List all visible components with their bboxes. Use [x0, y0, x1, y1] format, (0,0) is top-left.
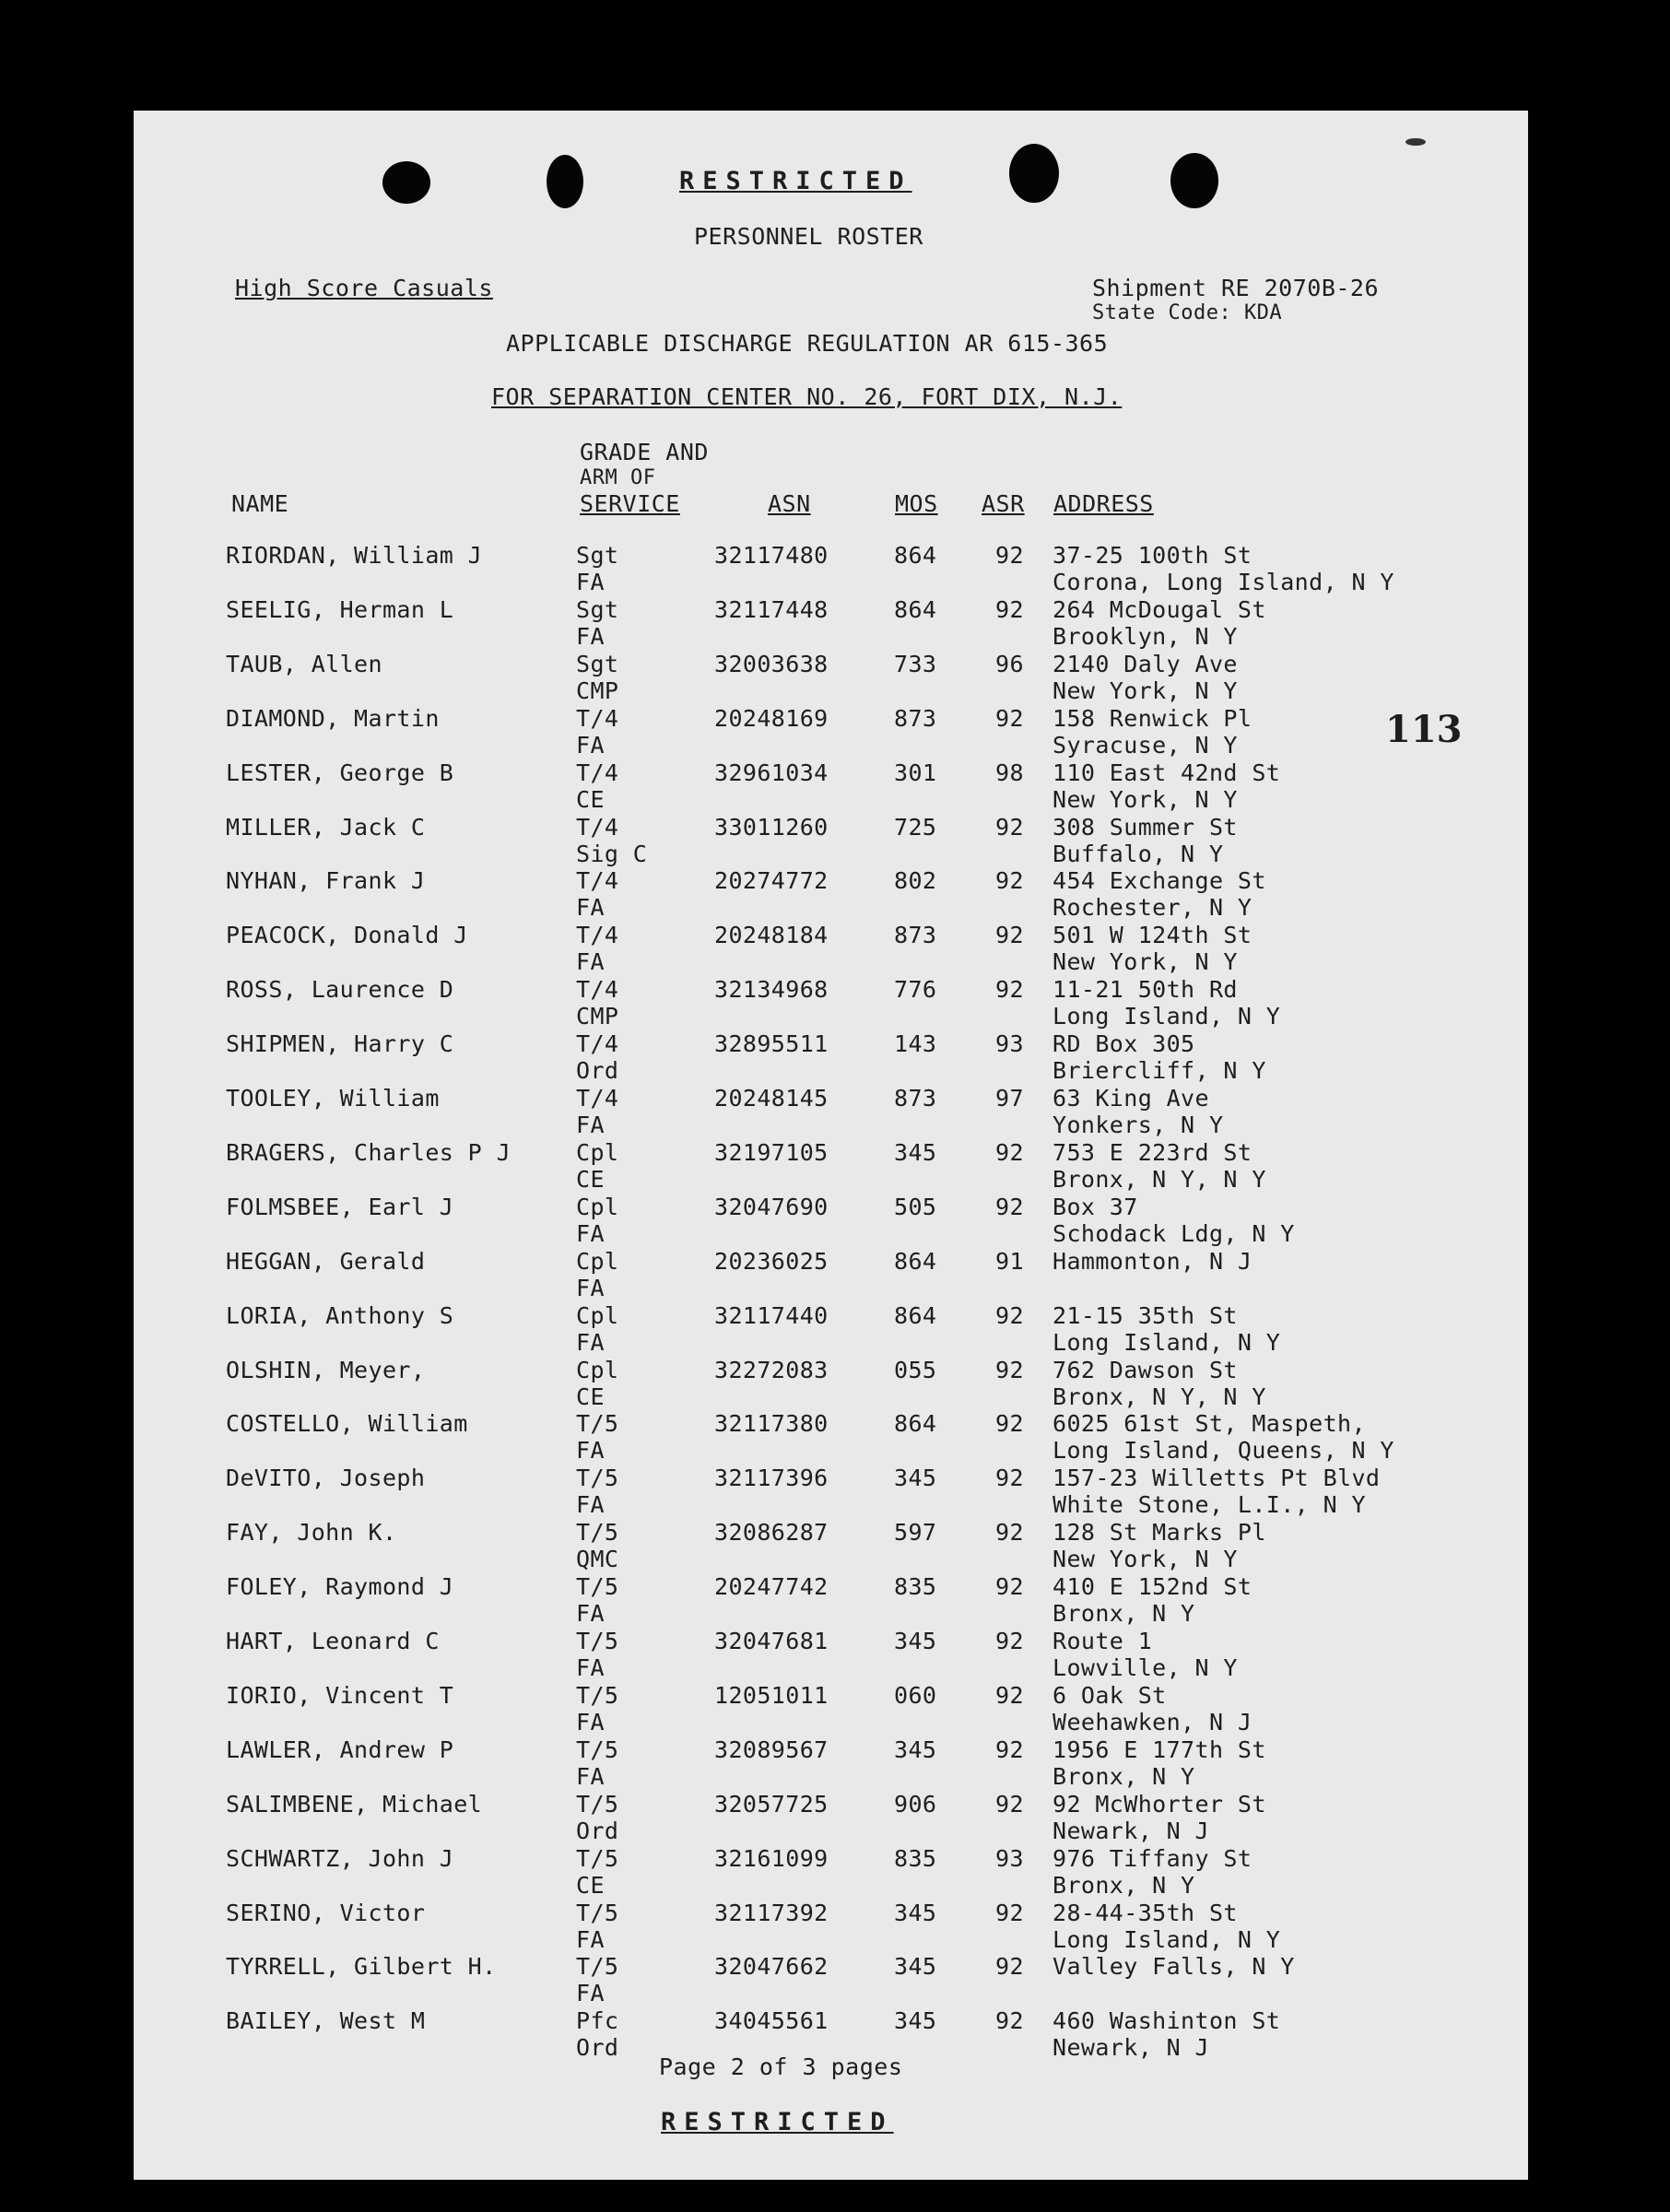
table-row: [134, 1953, 1528, 2006]
address-line2: Syracuse, N Y: [1053, 732, 1238, 759]
asr-score: 92: [995, 1736, 1024, 1763]
punch-hole: [382, 161, 430, 204]
person-name: FOLEY, Raymond J: [226, 1573, 454, 1600]
serial-number: 20248184: [714, 922, 829, 948]
address-line2: White Stone, L.I., N Y: [1053, 1491, 1366, 1518]
address-line1: 753 E 223rd St: [1053, 1139, 1252, 1166]
arm-of-service: FA: [576, 1709, 605, 1735]
address-line1: 976 Tiffany St: [1053, 1845, 1252, 1872]
address-line1: 1956 E 177th St: [1053, 1736, 1266, 1763]
address-line1: 308 Summer St: [1053, 814, 1238, 841]
address-line2: Rochester, N Y: [1053, 894, 1252, 921]
address-line1: 21-15 35th St: [1053, 1302, 1238, 1329]
serial-number: 32895511: [714, 1030, 829, 1057]
address-line2: New York, N Y: [1053, 677, 1238, 704]
serial-number: 20248169: [714, 705, 829, 732]
person-name: LORIA, Anthony S: [226, 1302, 454, 1329]
table-row: [134, 1357, 1528, 1410]
column-header-grade-line3: SERVICE: [580, 490, 680, 517]
mos-code: 345: [894, 1900, 937, 1926]
address-line1: 158 Renwick Pl: [1053, 705, 1252, 732]
table-row: [134, 1139, 1528, 1193]
mos-code: 873: [894, 922, 937, 948]
table-row: [134, 1628, 1528, 1681]
column-header-asn: ASN: [768, 490, 811, 517]
address-line1: 6025 61st St, Maspeth,: [1053, 1410, 1366, 1437]
asr-score: 91: [995, 1248, 1024, 1275]
person-name: FOLMSBEE, Earl J: [226, 1194, 454, 1220]
address-line1: 110 East 42nd St: [1053, 759, 1281, 786]
column-header-address: ADDRESS: [1053, 490, 1154, 517]
asr-score: 92: [995, 542, 1024, 569]
person-name: HEGGAN, Gerald: [226, 1248, 426, 1275]
arm-of-service: FA: [576, 1437, 605, 1464]
group-label: High Score Casuals: [235, 275, 493, 301]
address-line1: 63 King Ave: [1053, 1085, 1209, 1112]
address-line1: 410 E 152nd St: [1053, 1573, 1252, 1600]
arm-of-service: FA: [576, 1926, 605, 1953]
address-line2: New York, N Y: [1053, 948, 1238, 975]
grade: T/4: [576, 1085, 619, 1112]
address-line2: Corona, Long Island, N Y: [1053, 569, 1394, 595]
serial-number: 32272083: [714, 1357, 829, 1383]
arm-of-service: FA: [576, 1491, 605, 1518]
mos-code: 873: [894, 705, 937, 732]
person-name: SEELIG, Herman L: [226, 596, 454, 623]
asr-score: 92: [995, 1953, 1024, 1980]
arm-of-service: FA: [576, 894, 605, 921]
address-line2: New York, N Y: [1053, 786, 1238, 813]
separation-center: FOR SEPARATION CENTER NO. 26, FORT DIX, N.J.: [491, 383, 1123, 410]
table-row: [134, 1900, 1528, 1953]
address-line1: Box 37: [1053, 1194, 1138, 1220]
asr-score: 92: [995, 1573, 1024, 1600]
arm-of-service: QMC: [576, 1546, 619, 1572]
mos-code: 345: [894, 1465, 937, 1491]
asr-score: 93: [995, 1845, 1024, 1872]
address-line2: Brooklyn, N Y: [1053, 623, 1238, 650]
table-row: [134, 1410, 1528, 1464]
person-name: TYRRELL, Gilbert H.: [226, 1953, 497, 1980]
person-name: HART, Leonard C: [226, 1628, 440, 1654]
grade: T/5: [576, 1953, 619, 1980]
arm-of-service: FA: [576, 1112, 605, 1138]
grade: T/5: [576, 1628, 619, 1654]
serial-number: 12051011: [714, 1682, 829, 1709]
serial-number: 32117380: [714, 1410, 829, 1437]
arm-of-service: FA: [576, 1654, 605, 1681]
mos-code: 776: [894, 976, 937, 1003]
asr-score: 92: [995, 1628, 1024, 1654]
arm-of-service: Ord: [576, 1818, 619, 1844]
asr-score: 98: [995, 759, 1024, 786]
address-line2: Newark, N J: [1053, 2034, 1209, 2061]
grade: T/4: [576, 705, 619, 732]
person-name: SCHWARTZ, John J: [226, 1845, 454, 1872]
grade: T/4: [576, 814, 619, 841]
mos-code: 505: [894, 1194, 937, 1220]
person-name: TOOLEY, William: [226, 1085, 440, 1112]
person-name: SHIPMEN, Harry C: [226, 1030, 454, 1057]
address-line2: Buffalo, N Y: [1053, 841, 1224, 867]
serial-number: 32003638: [714, 651, 829, 677]
grade: Cpl: [576, 1248, 619, 1275]
asr-score: 92: [995, 1465, 1024, 1491]
asr-score: 92: [995, 1791, 1024, 1818]
grade: T/5: [576, 1410, 619, 1437]
table-row: [134, 976, 1528, 1030]
arm-of-service: CMP: [576, 677, 619, 704]
asr-score: 92: [995, 1682, 1024, 1709]
mos-code: 835: [894, 1573, 937, 1600]
mos-code: 864: [894, 1248, 937, 1275]
grade: Sgt: [576, 542, 619, 569]
address-line2: Schodack Ldg, N Y: [1053, 1220, 1295, 1247]
address-line2: Bronx, N Y, N Y: [1053, 1166, 1266, 1193]
asr-score: 96: [995, 651, 1024, 677]
arm-of-service: Ord: [576, 1057, 619, 1084]
grade: T/5: [576, 1845, 619, 1872]
grade: Sgt: [576, 651, 619, 677]
table-row: [134, 542, 1528, 595]
table-row: [134, 596, 1528, 650]
grade: Cpl: [576, 1357, 619, 1383]
address-line2: Bronx, N Y: [1053, 1763, 1195, 1790]
serial-number: 20248145: [714, 1085, 829, 1112]
asr-score: 93: [995, 1030, 1024, 1057]
person-name: SERINO, Victor: [226, 1900, 426, 1926]
serial-number: 32089567: [714, 1736, 829, 1763]
arm-of-service: FA: [576, 1980, 605, 2006]
margin-page-number: 113: [1385, 708, 1463, 751]
table-row: [134, 1085, 1528, 1138]
person-name: ROSS, Laurence D: [226, 976, 454, 1003]
asr-score: 92: [995, 814, 1024, 841]
table-row: [134, 759, 1528, 813]
mos-code: 864: [894, 542, 937, 569]
address-line1: 28-44-35th St: [1053, 1900, 1238, 1926]
address-line2: Weehawken, N J: [1053, 1709, 1252, 1735]
person-name: MILLER, Jack C: [226, 814, 426, 841]
address-line1: Hammonton, N J: [1053, 1248, 1252, 1275]
address-line1: 6 Oak St: [1053, 1682, 1167, 1709]
person-name: BAILEY, West M: [226, 2007, 426, 2034]
mos-code: 055: [894, 1357, 937, 1383]
arm-of-service: CE: [576, 786, 605, 813]
table-row: [134, 651, 1528, 704]
address-line2: Newark, N J: [1053, 1818, 1209, 1844]
asr-score: 92: [995, 976, 1024, 1003]
serial-number: 32117480: [714, 542, 829, 569]
arm-of-service: FA: [576, 948, 605, 975]
grade: T/4: [576, 759, 619, 786]
serial-number: 32047662: [714, 1953, 829, 1980]
asr-score: 92: [995, 1900, 1024, 1926]
address-line2: Bronx, N Y: [1053, 1872, 1195, 1899]
mos-code: 143: [894, 1030, 937, 1057]
arm-of-service: FA: [576, 569, 605, 595]
address-line2: Long Island, N Y: [1053, 1003, 1281, 1030]
mos-code: 802: [894, 867, 937, 894]
grade: T/5: [576, 1791, 619, 1818]
grade: T/4: [576, 976, 619, 1003]
address-line2: New York, N Y: [1053, 1546, 1238, 1572]
address-line1: 11-21 50th Rd: [1053, 976, 1238, 1003]
grade: Cpl: [576, 1302, 619, 1329]
state-code: State Code: KDA: [1092, 301, 1283, 324]
asr-score: 92: [995, 1410, 1024, 1437]
serial-number: 32117396: [714, 1465, 829, 1491]
column-header-asr: ASR: [982, 490, 1025, 517]
mos-code: 864: [894, 1302, 937, 1329]
grade: T/5: [576, 1519, 619, 1546]
serial-number: 20274772: [714, 867, 829, 894]
paper-speck: [1405, 138, 1426, 146]
table-row: [134, 1519, 1528, 1572]
page-footer: Page 2 of 3 pages: [659, 2053, 903, 2080]
mos-code: 725: [894, 814, 937, 841]
serial-number: 32197105: [714, 1139, 829, 1166]
asr-score: 92: [995, 1194, 1024, 1220]
grade: T/5: [576, 1682, 619, 1709]
person-name: SALIMBENE, Michael: [226, 1791, 483, 1818]
arm-of-service: FA: [576, 1220, 605, 1247]
serial-number: 32086287: [714, 1519, 829, 1546]
grade: T/4: [576, 867, 619, 894]
serial-number: 32057725: [714, 1791, 829, 1818]
table-row: [134, 1573, 1528, 1627]
table-row: [134, 705, 1528, 759]
serial-number: 32117448: [714, 596, 829, 623]
address-line2: Long Island, N Y: [1053, 1926, 1281, 1953]
asr-score: 97: [995, 1085, 1024, 1112]
mos-code: 345: [894, 2007, 937, 2034]
person-name: LESTER, George B: [226, 759, 454, 786]
discharge-regulation: APPLICABLE DISCHARGE REGULATION AR 615-365: [506, 330, 1109, 357]
arm-of-service: CE: [576, 1166, 605, 1193]
arm-of-service: FA: [576, 1600, 605, 1627]
person-name: FAY, John K.: [226, 1519, 397, 1546]
table-row: [134, 922, 1528, 975]
column-header-name: NAME: [231, 490, 289, 517]
serial-number: 32117392: [714, 1900, 829, 1926]
person-name: DIAMOND, Martin: [226, 705, 440, 732]
address-line1: 454 Exchange St: [1053, 867, 1266, 894]
asr-score: 92: [995, 922, 1024, 948]
mos-code: 060: [894, 1682, 937, 1709]
serial-number: 32161099: [714, 1845, 829, 1872]
grade: Cpl: [576, 1139, 619, 1166]
address-line2: Lowville, N Y: [1053, 1654, 1238, 1681]
table-row: [134, 1845, 1528, 1899]
mos-code: 345: [894, 1628, 937, 1654]
mos-code: 873: [894, 1085, 937, 1112]
serial-number: 32134968: [714, 976, 829, 1003]
grade: T/5: [576, 1736, 619, 1763]
column-header-mos: MOS: [895, 490, 938, 517]
person-name: DeVITO, Joseph: [226, 1465, 426, 1491]
serial-number: 32047681: [714, 1628, 829, 1654]
address-line1: Valley Falls, N Y: [1053, 1953, 1295, 1980]
serial-number: 34045561: [714, 2007, 829, 2034]
punch-hole: [1170, 153, 1218, 208]
mos-code: 864: [894, 1410, 937, 1437]
address-line2: Bronx, N Y: [1053, 1600, 1195, 1627]
roster-page: [134, 111, 1528, 2180]
mos-code: 835: [894, 1845, 937, 1872]
serial-number: 32961034: [714, 759, 829, 786]
person-name: BRAGERS, Charles P J: [226, 1139, 512, 1166]
serial-number: 33011260: [714, 814, 829, 841]
table-row: [134, 1030, 1528, 1084]
table-row: [134, 1791, 1528, 1844]
asr-score: 92: [995, 2007, 1024, 2034]
arm-of-service: CMP: [576, 1003, 619, 1030]
arm-of-service: FA: [576, 623, 605, 650]
mos-code: 597: [894, 1519, 937, 1546]
punch-hole: [1009, 144, 1059, 203]
mos-code: 345: [894, 1139, 937, 1166]
arm-of-service: FA: [576, 1763, 605, 1790]
table-row: [134, 1465, 1528, 1518]
table-row: [134, 1736, 1528, 1790]
arm-of-service: FA: [576, 1275, 605, 1301]
mos-code: 733: [894, 651, 937, 677]
person-name: OLSHIN, Meyer,: [226, 1357, 426, 1383]
mos-code: 345: [894, 1953, 937, 1980]
asr-score: 92: [995, 596, 1024, 623]
grade: T/5: [576, 1573, 619, 1600]
arm-of-service: Ord: [576, 2034, 619, 2061]
mos-code: 345: [894, 1736, 937, 1763]
address-line2: Long Island, N Y: [1053, 1329, 1281, 1356]
table-row: [134, 867, 1528, 921]
mos-code: 906: [894, 1791, 937, 1818]
classification-bottom: RESTRICTED: [661, 2108, 894, 2136]
person-name: PEACOCK, Donald J: [226, 922, 468, 948]
table-row: [134, 1248, 1528, 1301]
person-name: LAWLER, Andrew P: [226, 1736, 454, 1763]
address-line2: Long Island, Queens, N Y: [1053, 1437, 1394, 1464]
address-line1: 2140 Daly Ave: [1053, 651, 1238, 677]
classification-top: RESTRICTED: [679, 167, 912, 195]
address-line2: Briercliff, N Y: [1053, 1057, 1266, 1084]
arm-of-service: FA: [576, 1329, 605, 1356]
table-row: [134, 1194, 1528, 1247]
punch-hole: [547, 155, 583, 208]
address-line2: Yonkers, N Y: [1053, 1112, 1224, 1138]
asr-score: 92: [995, 1302, 1024, 1329]
asr-score: 92: [995, 705, 1024, 732]
arm-of-service: FA: [576, 732, 605, 759]
shipment-number: Shipment RE 2070B-26: [1092, 275, 1380, 301]
address-line1: Route 1: [1053, 1628, 1153, 1654]
document-title: PERSONNEL ROSTER: [694, 223, 923, 250]
table-row: [134, 1682, 1528, 1735]
person-name: COSTELLO, William: [226, 1410, 468, 1437]
mos-code: 301: [894, 759, 937, 786]
address-line1: 762 Dawson St: [1053, 1357, 1238, 1383]
person-name: NYHAN, Frank J: [226, 867, 426, 894]
asr-score: 92: [995, 1139, 1024, 1166]
arm-of-service: CE: [576, 1872, 605, 1899]
address-line1: 128 St Marks Pl: [1053, 1519, 1266, 1546]
serial-number: 20247742: [714, 1573, 829, 1600]
column-header-grade-line2: ARM OF: [580, 466, 656, 489]
address-line2: Bronx, N Y, N Y: [1053, 1383, 1266, 1410]
arm-of-service: Sig C: [576, 841, 648, 867]
asr-score: 92: [995, 1519, 1024, 1546]
person-name: TAUB, Allen: [226, 651, 382, 677]
grade: Cpl: [576, 1194, 619, 1220]
grade: T/5: [576, 1900, 619, 1926]
address-line1: 157-23 Willetts Pt Blvd: [1053, 1465, 1381, 1491]
address-line1: 92 McWhorter St: [1053, 1791, 1266, 1818]
grade: Pfc: [576, 2007, 619, 2034]
asr-score: 92: [995, 1357, 1024, 1383]
mos-code: 864: [894, 596, 937, 623]
address-line1: 264 McDougal St: [1053, 596, 1266, 623]
address-line1: 460 Washinton St: [1053, 2007, 1281, 2034]
person-name: RIORDAN, William J: [226, 542, 483, 569]
column-header-grade-line1: GRADE AND: [580, 439, 709, 465]
grade: Sgt: [576, 596, 619, 623]
table-row: [134, 1302, 1528, 1356]
asr-score: 92: [995, 867, 1024, 894]
address-line1: 501 W 124th St: [1053, 922, 1252, 948]
serial-number: 32117440: [714, 1302, 829, 1329]
grade: T/5: [576, 1465, 619, 1491]
address-line1: 37-25 100th St: [1053, 542, 1252, 569]
address-line1: RD Box 305: [1053, 1030, 1195, 1057]
table-row: [134, 814, 1528, 867]
serial-number: 20236025: [714, 1248, 829, 1275]
serial-number: 32047690: [714, 1194, 829, 1220]
grade: T/4: [576, 1030, 619, 1057]
person-name: IORIO, Vincent T: [226, 1682, 454, 1709]
grade: T/4: [576, 922, 619, 948]
arm-of-service: CE: [576, 1383, 605, 1410]
